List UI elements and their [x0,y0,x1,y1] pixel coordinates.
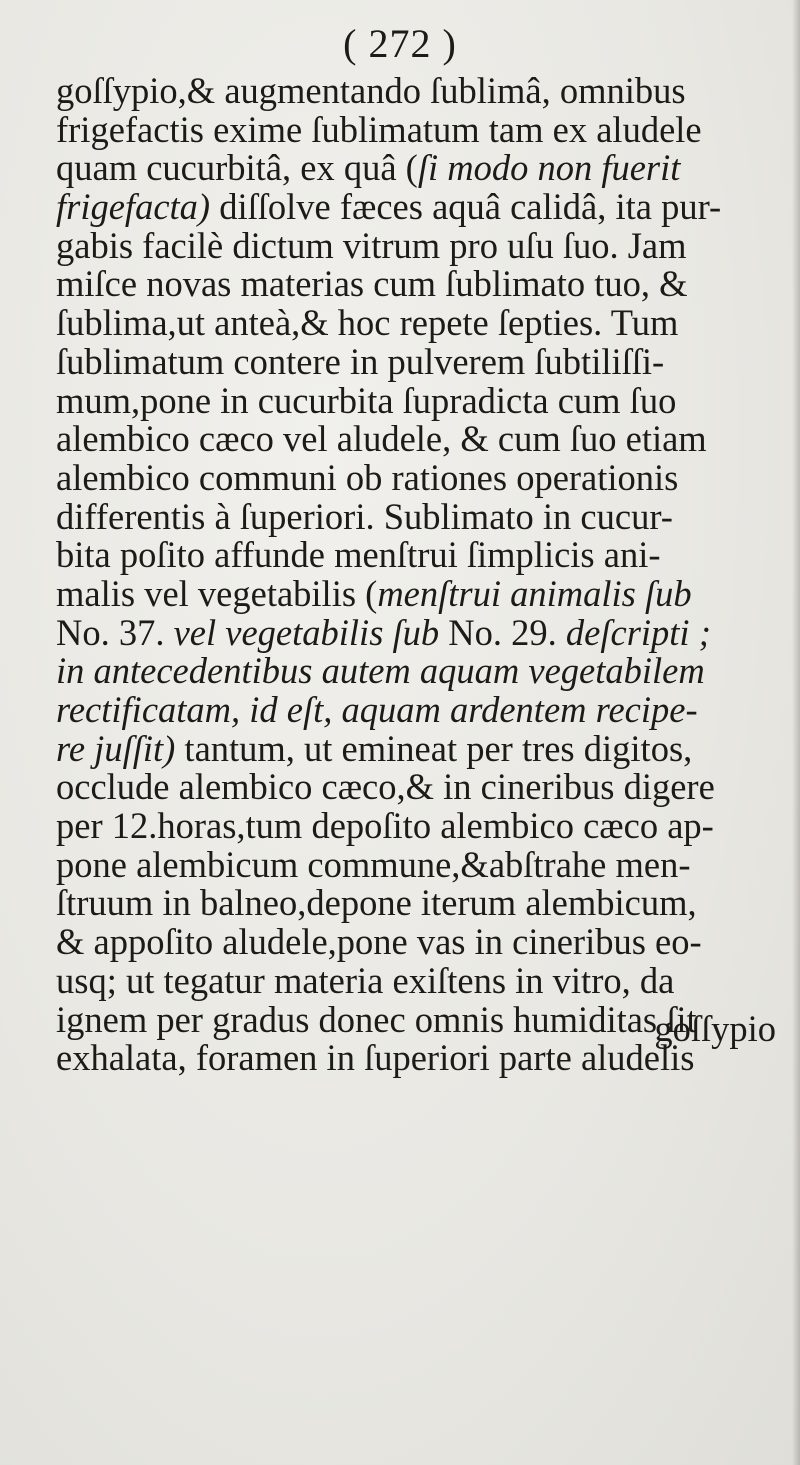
catchword: goſſypio [654,1008,776,1049]
text-line-3-roman: quam cucurbitâ, ex quâ ( [56,147,418,189]
text-line-14-roman: malis vel vegetabilis ( [56,572,378,614]
page-edge-shadow [792,0,800,1465]
text-line-6: miſce novas materias cum ſublimato tuo, & [56,263,688,305]
text-line-15-italic-a: vel vegetabilis ſub [164,611,449,653]
text-line-4-roman: diſſolve fæces aquâ calidâ, ita pur- [210,186,722,228]
text-line-7: ſublima,ut anteà,& hoc repete ſepties. Tum [56,302,679,344]
text-line-3 [56,149,790,188]
text-line-16 [56,652,790,691]
text-line-13: bita poſito affunde menſtrui ſimplicis ani- [56,534,661,576]
text-line-10: alembico cæco vel aludele, & cum ſuo etiam [56,418,707,460]
text-line-22: ſtruum in balneo,depone iterum alembicum, [56,882,697,924]
text-line-26: exhalata, foramen in ſuperiori parte aludelis [56,1037,695,1079]
text-line-15 [56,611,790,653]
text-line-12: differentis à ſuperiori. Sublimato in cucur- [56,495,673,537]
page-number: ( 272 ) [343,21,457,66]
text-line-8: ſublimatum contere in pulverem ſubtiliſſi- [56,340,665,382]
text-line-14-italic: menſtrui animalis ſub [377,572,692,614]
text-line-18-italic: re juſſit) [56,727,176,769]
text-line-5: gabis facilè dictum vitrum pro uſu ſuo. Jam [56,224,687,266]
text-line-19: occlude alembico cæco,& in cineribus digere [56,766,715,808]
body-text [56,72,790,1078]
text-line-18 [56,727,790,769]
text-line-1: goſſypio,& augmentando ſublimâ, omnibus [56,70,686,111]
text-line-21: pone alembicum commune,&abſtrahe men- [56,843,691,885]
text-line-20: per 12.horas,tum depoſito alembico cæco ap- [56,805,714,847]
text-line-4-italic: frigefacta) [56,186,211,228]
text-line-16-italic: in antecedentibus autem aquam vegetabilem [56,650,705,692]
text-line-2: frigefactis exime ſublimatum tam ex aludele [56,108,702,150]
text-line-17 [56,691,790,730]
text-line-24: usq; ut tegatur materia exiſtens in vitro, da [56,959,675,1001]
text-line-23: & appoſito aludele,pone vas in cineribus eo- [56,921,702,963]
text-line-9: mum,pone in cucurbita ſupradicta cum ſuo [56,379,677,421]
text-line-4 [56,188,790,227]
text-line-17-italic: rectificatam, id eſt, aquam ardentem recipe- [56,689,698,730]
text-line-15-italic-b: deſcripti ; [556,611,711,653]
text-line-11: alembico communi ob rationes operationis [56,456,679,498]
text-line-3-italic: ſi modo non fuerit [417,147,681,189]
text-line-25: ignem per gradus donec omnis humiditas ſit [56,998,697,1040]
text-line-14 [56,572,790,614]
text-line-15-ref-a: No. 37. [56,611,165,653]
text-line-15-ref-b: No. 29. [448,611,557,653]
text-line-18-roman: tantum, ut emineat per tres digitos, [175,727,693,769]
